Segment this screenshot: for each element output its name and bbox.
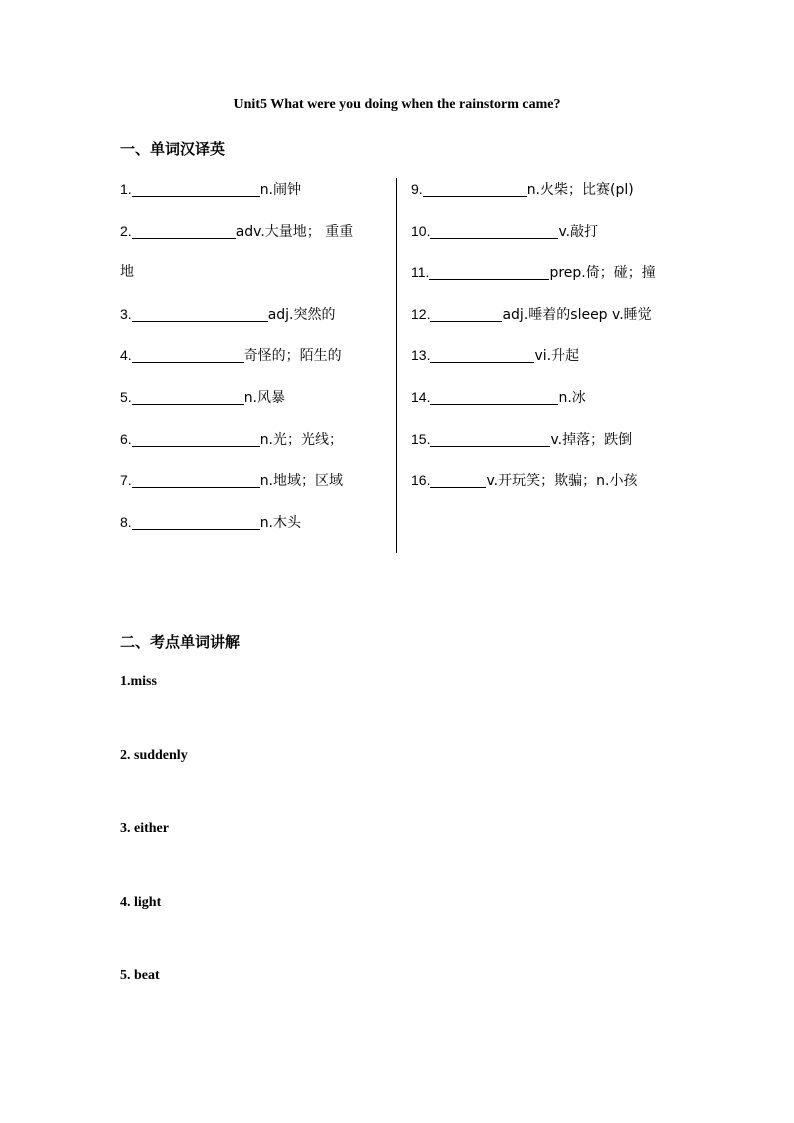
key-word-item: 5. beat [120, 968, 160, 984]
vocab-item [411, 378, 681, 420]
vocab-item-number: 14. [411, 388, 431, 405]
answer-blank[interactable] [132, 180, 260, 197]
vocab-item-number: 8. [120, 513, 132, 530]
vocab-item-meaning: 奇怪的；陌生的 [243, 348, 342, 365]
column-divider [396, 178, 397, 553]
vocab-item-number: 12. [411, 305, 431, 322]
vocab-item-meaning: vi.升起 [534, 348, 580, 365]
vocab-item [411, 170, 681, 212]
vocab-item [120, 378, 382, 420]
vocab-item [411, 461, 681, 503]
vocab-item-meaning: prep.倚；碰；撞 [549, 265, 656, 282]
answer-blank[interactable] [132, 305, 268, 322]
vocab-item-meaning: v.敲打 [558, 223, 599, 240]
vocab-item-continuation: 地 [120, 264, 134, 281]
answer-blank[interactable] [132, 513, 260, 530]
vocab-item-number: 15. [411, 430, 431, 447]
answer-blank[interactable] [132, 346, 244, 363]
vocab-item-number: 7. [120, 472, 132, 489]
vocab-item [120, 170, 382, 212]
vocab-item-meaning: n.火柴；比赛(pl) [526, 182, 634, 198]
answer-blank[interactable] [430, 346, 534, 363]
vocab-item-number: 1. [120, 181, 132, 197]
vocab-item [411, 253, 681, 295]
vocab-column-left [120, 170, 382, 544]
vocab-item-number: 16. [411, 472, 431, 489]
vocab-item [120, 212, 382, 254]
vocab-item-meaning: v.掉落；跌倒 [550, 431, 633, 448]
vocab-item [411, 420, 681, 462]
vocab-item-meaning: adj.突然的 [267, 306, 336, 323]
vocab-item-meaning: adj.唾着的sleep v.睡觉 [502, 306, 652, 323]
vocab-item-meaning: n.风暴 [243, 389, 286, 406]
vocab-item-number: 13. [411, 347, 431, 364]
vocab-item [411, 336, 681, 378]
answer-blank[interactable] [132, 388, 244, 405]
vocab-item [120, 420, 382, 462]
vocab-item [120, 503, 382, 545]
vocab-item-meaning: n.闹钟 [259, 182, 302, 198]
vocab-item-meaning: n.木头 [259, 514, 302, 531]
vocab-item-number: 3. [120, 305, 132, 322]
vocab-column-right [411, 170, 681, 503]
answer-blank[interactable] [429, 263, 549, 280]
answer-blank[interactable] [423, 180, 527, 197]
vocab-item-number: 11. [411, 264, 430, 281]
vocab-item [120, 336, 382, 378]
vocab-item-number: 5. [120, 388, 132, 405]
key-word-item: 3. either [120, 821, 169, 837]
vocab-item-number: 4. [120, 347, 132, 364]
key-word-list [120, 672, 188, 1040]
section-heading-key-words: 二、考点单词讲解 [120, 633, 241, 651]
vocab-item [120, 295, 382, 337]
vocab-item [411, 295, 681, 337]
answer-blank[interactable] [430, 305, 502, 322]
answer-blank[interactable] [430, 471, 486, 488]
vocab-item-number: 6. [120, 430, 132, 447]
answer-blank[interactable] [132, 471, 260, 488]
vocab-item-meaning: n.光；光线； [259, 431, 344, 448]
vocab-item-number: 10. [411, 222, 431, 239]
answer-blank[interactable] [430, 222, 558, 239]
vocab-item-number: 9. [411, 181, 423, 197]
key-word-item: 1.miss [120, 674, 157, 689]
vocab-item [120, 461, 382, 503]
key-word-item: 4. light [120, 894, 162, 910]
answer-blank[interactable] [132, 430, 260, 447]
vocab-item-meaning: adv.大量地； 重重 [235, 223, 354, 240]
vocab-item-meaning: n.地域；区域 [259, 473, 344, 490]
vocab-item [411, 212, 681, 254]
key-word-item: 2. suddenly [120, 747, 188, 763]
vocab-item-number: 2. [120, 222, 132, 239]
answer-blank[interactable] [430, 388, 558, 405]
vocab-item-meaning: v.开玩笑；欺骗；n.小孩 [486, 473, 638, 490]
section-heading-vocabulary: 一、单词汉译英 [120, 140, 226, 158]
page-title: Unit5 What were you doing when the rainstorm came? [233, 97, 561, 112]
answer-blank[interactable] [132, 222, 236, 239]
answer-blank[interactable] [430, 430, 550, 447]
vocab-item-meaning: n.冰 [558, 389, 586, 406]
